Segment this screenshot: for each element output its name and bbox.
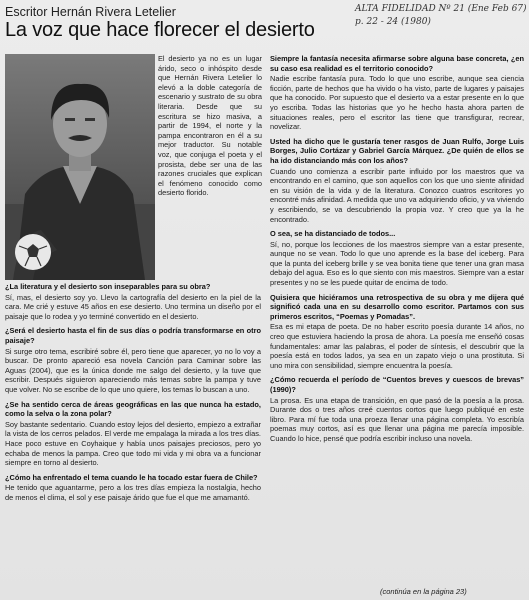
intro-column: [158, 54, 262, 200]
continuation-note: (continúa en la página 23): [380, 587, 467, 596]
question: ¿Cómo ha enfrentado el tema cuando le ha tocado estar fuera de Chile?: [5, 472, 258, 482]
right-column: [270, 54, 524, 446]
intro-paragraph: El desierto ya no es un lugar árido, seco o inhóspito desde que Hernán Rivera Letelier lo elevó a la doble categoría de escenario y sustrato de su obra literaria. Desde que su escritura se hizo masiva, a partir de 1994, el norte y la pampa encontraron en él a su mejor traductor. Su notable voz, que conjuga el poeta y el prosista, debe ser una de las razones cruciales que explican el fenómeno conocido como desierto florido.: [158, 54, 262, 198]
question: ¿Se ha sentido cerca de áreas geográficas en las que nunca ha estado, como la selva o la zona polar?: [5, 399, 261, 419]
left-column: [5, 282, 261, 504]
question: ¿Cómo recuerda el período de “Cuentos breves y cuescos de brevas” (1990)?: [270, 375, 524, 394]
answer: La prosa. Es una etapa de transición, en que pasó de la poesía a la prosa. Durante dos o tres años creé cuentos cortos que luego publiqué en este libro. Para mí fue toda una proeza llenar una página completa. Yo escribía poemas muy cortos, así es que llenar una página me parecía imposible. Cuando lo hice, pensé que podría escribir incluso una novela.: [270, 395, 524, 443]
answer: Soy bastante sedentario. Cuando estoy lejos del desierto, empiezo a extrañar la vista de los cerros pelados. El verde me empalaga la mirada a los tres días. Hace poco estuve en Coyhaique y había unos paisajes preciosos, pero yo echaba de menos la pampa. Creo que todo mi vida y mi obra va a funcionar siempre en torno al desierto.: [5, 419, 261, 468]
answer: Esa es mi etapa de poeta. De no haber escrito poesía durante 14 años, no creo que estuviera haciendo la prosa de ahora. La poesía me enseñó cosas fundamentales: amar las palabras, el poder de síntesis, el descubrir que la poesía está en todos lados, ya sea en un zapato viejo o una prostituta. Si uno mira con sensibilidad, siempre encuentra la poesía.: [270, 322, 524, 370]
question: ¿La literatura y el desierto son inseparables para su obra?: [5, 282, 211, 291]
answer: Sí, mas, el desierto soy yo. Llevo la cartografía del desierto en la piel de la cara. Me crié y estuve 45 años en ese desierto. Uno termina un diseño por el paisaje que lo rodea y yo terminé convertido en el desierto.: [5, 292, 261, 321]
answer: Sí, no, porque los lecciones de los maestros siempre van a estar presente, aunque no se vean. Todo lo que uno aprende es la base del iceberg. Para que la punta del iceberg brille y se vea bonita tiene que tener una gran masa debajo del agua. Eso es lo que siento con mis maestros. Siempre van a estar presentes y no se les puede quitar de encima de todo.: [270, 239, 524, 288]
answer: Si surge otro tema, escribiré sobre él, pero tiene que aparecer, yo no lo voy a buscar. De pronto apareció esa novela Canción para Caminar sobre las Aguas (2004), que es la única donde me salgo del desierto, y la tuve que escribir. Después siguieron apareciendo más temas sobre la pampa y tuve que volver. No se escribe de lo que uno quiere, los temas lo buscan a uno.: [5, 346, 261, 394]
question: Quisiera que hiciéramos una retrospectiva de su obra y me dijera qué significó cada una en su desarrollo como escritor. Partamos con sus primeros escritos, “Poemas y Pomadas”.: [270, 292, 524, 321]
answer: Cuando uno comienza a escribir parte influido por los maestros que va encontrando en el camino, que son aquellos con los que uno siente afinidad en su visión de la vida y de la literatura. Conozco cuatros escritores yo encontré más afinidad. A medida que uno va adquiriendo oficio, y va viviendo y escribiendo, se va descubriendo la propia voz. Y creo que ya la he encontrado.: [270, 166, 524, 224]
handwritten-note: [355, 3, 527, 29]
author-photo: [5, 54, 155, 280]
handnote-line-2: p. 22 - 24 (1980): [355, 17, 431, 27]
question: O sea, se ha distanciado de todos...: [270, 229, 396, 239]
question: Siempre la fantasía necesita afirmarse sobre alguna base concreta, ¿en su caso esa realidad es el territorio conocido?: [270, 54, 524, 73]
question: ¿Será el desierto hasta el fin de sus días o podría transformarse en otro paisaje?: [5, 326, 261, 345]
answer: He tenido que aguantarme, pero a los tres días empieza la nostalgia, hecho de menos el clima, el sol y ese paisaje árido que fue el que me amamantó.: [5, 483, 261, 502]
question: Usted ha dicho que le gustaría tener rasgos de Juan Rulfo, Jorge Luis Borges, Julio Cortázar y Gabriel García Márquez. ¿De quién de ellos se ha ido distanciando más con los años?: [270, 136, 524, 165]
handnote-line-1: ALTA FIDELIDAD Nº 21 (Ene Feb 67): [355, 4, 527, 14]
author-kicker: Escritor Hernán Rivera Letelier: [5, 5, 176, 19]
answer: Nadie escribe fantasía pura. Todo lo que uno escribe, aunque sea ciencia ficción, parte de hechos que ha vivido o ha visto, parte de lugares y paisajes que ha conocido. Por supuesto que el desierto va a estar presente en lo que yo escriba. Todas las historias que yo he hecho hasta ahora parten de situaciones reales, pero el escritor las tiene que transfigurar, recrear, novelizar.: [270, 74, 524, 132]
page-title: La voz que hace florecer el desierto: [5, 19, 315, 41]
